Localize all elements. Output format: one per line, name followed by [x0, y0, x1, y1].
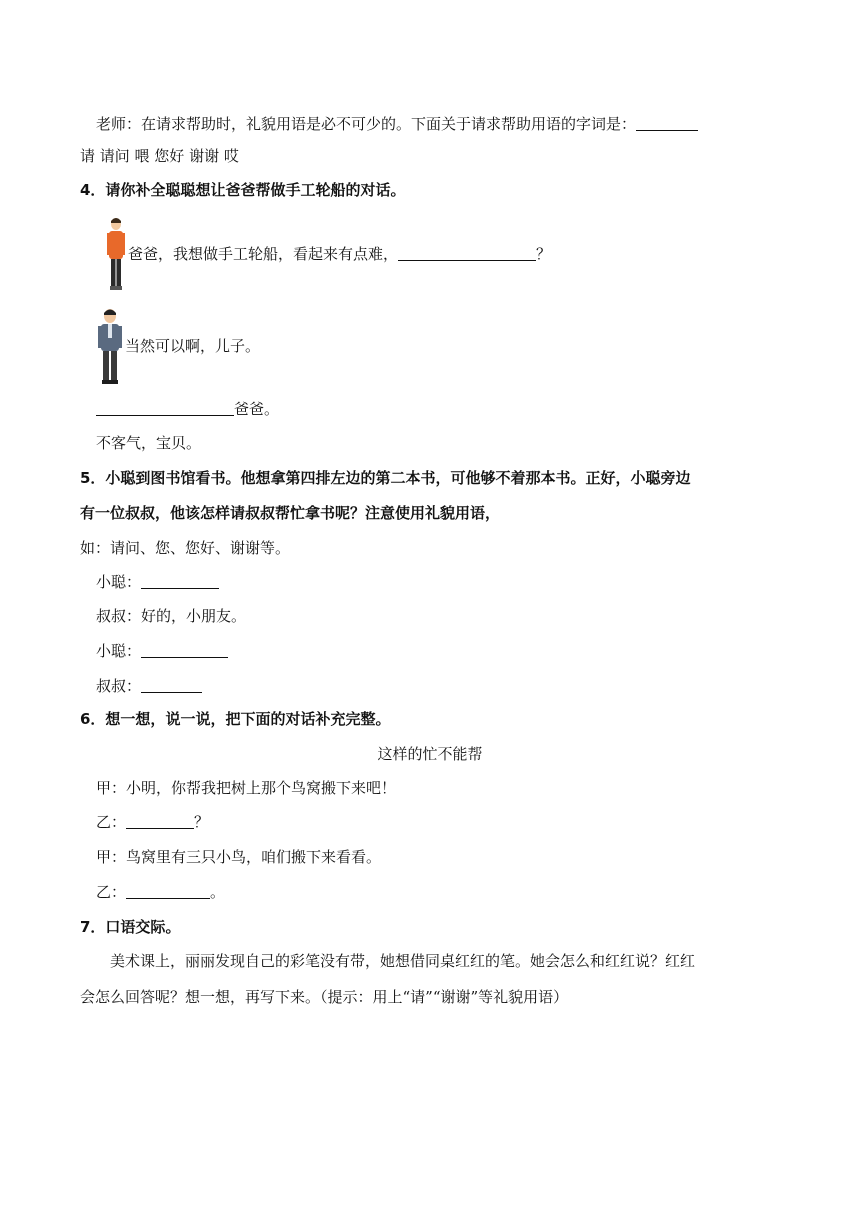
boy-dialogue: [128, 243, 551, 265]
response-line: [96, 398, 279, 420]
answer-blank[interactable]: [398, 244, 536, 261]
question-7-title: 7．口语交际。: [80, 918, 181, 936]
speaker-label: 小聪：: [96, 642, 142, 660]
q7-paragraph-line1: 美术课上，丽丽发现自己的彩笔没有带，她想借同桌红红的笔。她会怎么和红红说？红红: [110, 952, 696, 970]
response-end: 爸爸。: [234, 400, 280, 418]
question-5-title-line1: 5．小聪到图书馆看书。他想拿第四排左边的第二本书，可他够不着那本书。正好，小聪旁边: [80, 469, 691, 487]
answer-blank[interactable]: [141, 676, 202, 693]
speaker-label: 叔叔：: [96, 677, 142, 695]
q5-dialogue-line3: [96, 640, 228, 662]
word-options: 请 请问 喂 您好 谢谢 哎: [80, 147, 239, 165]
answer-blank[interactable]: [636, 114, 698, 131]
speaker-label: 乙：: [96, 813, 127, 831]
q5-dialogue-line1: [96, 571, 219, 593]
dad-figure: [95, 307, 125, 385]
dialogue-subtitle: 这样的忙不能帮: [377, 745, 483, 763]
q6-dialogue-line2: [96, 811, 209, 833]
q5-dialogue-line4: [96, 675, 202, 697]
answer-blank[interactable]: [141, 641, 228, 658]
speaker-label: 乙：: [96, 883, 127, 901]
answer-blank[interactable]: [126, 812, 194, 829]
dad-dialogue: 当然可以啊，儿子。: [125, 337, 261, 355]
answer-blank[interactable]: [141, 572, 219, 589]
question-5-hint: 如：请问、您、您好、谢谢等。: [80, 539, 291, 557]
q6-dialogue-line4: [96, 881, 225, 903]
answer-blank[interactable]: [96, 399, 234, 416]
q6-dialogue-line1: 甲：小明，你帮我把树上那个鸟窝搬下来吧！: [96, 779, 397, 797]
question-5-title-line2: 有一位叔叔，他该怎样请叔叔帮忙拿书呢？注意使用礼貌用语，: [80, 504, 501, 522]
q5-dialogue-line2: 叔叔：好的，小朋友。: [96, 607, 247, 625]
dad-reply: 不客气，宝贝。: [96, 434, 202, 452]
q7-paragraph-line2: 会怎么回答呢？想一想，再写下来。（提示：用上“请”“谢谢”等礼貌用语）: [80, 988, 569, 1006]
question-6-title: 6．想一想，说一说，把下面的对话补充完整。: [80, 710, 391, 728]
question-mark: ？: [536, 245, 552, 263]
question-4-title: 4．请你补全聪聪想让爸爸帮做手工轮船的对话。: [80, 181, 406, 199]
speaker-label: 小聪：: [96, 573, 142, 591]
period: 。: [210, 883, 226, 901]
boy-dialogue-text: 爸爸，我想做手工轮船，看起来有点难，: [128, 245, 399, 263]
teacher-line: [96, 113, 698, 135]
answer-blank[interactable]: [126, 882, 210, 899]
question-mark: ？: [194, 813, 210, 831]
q6-dialogue-line3: 甲：鸟窝里有三只小鸟，咱们搬下来看看。: [96, 848, 382, 866]
boy-figure: [104, 216, 128, 292]
teacher-line-text: 老师：在请求帮助时，礼貌用语是必不可少的。下面关于请求帮助用语的字词是：: [96, 115, 637, 133]
